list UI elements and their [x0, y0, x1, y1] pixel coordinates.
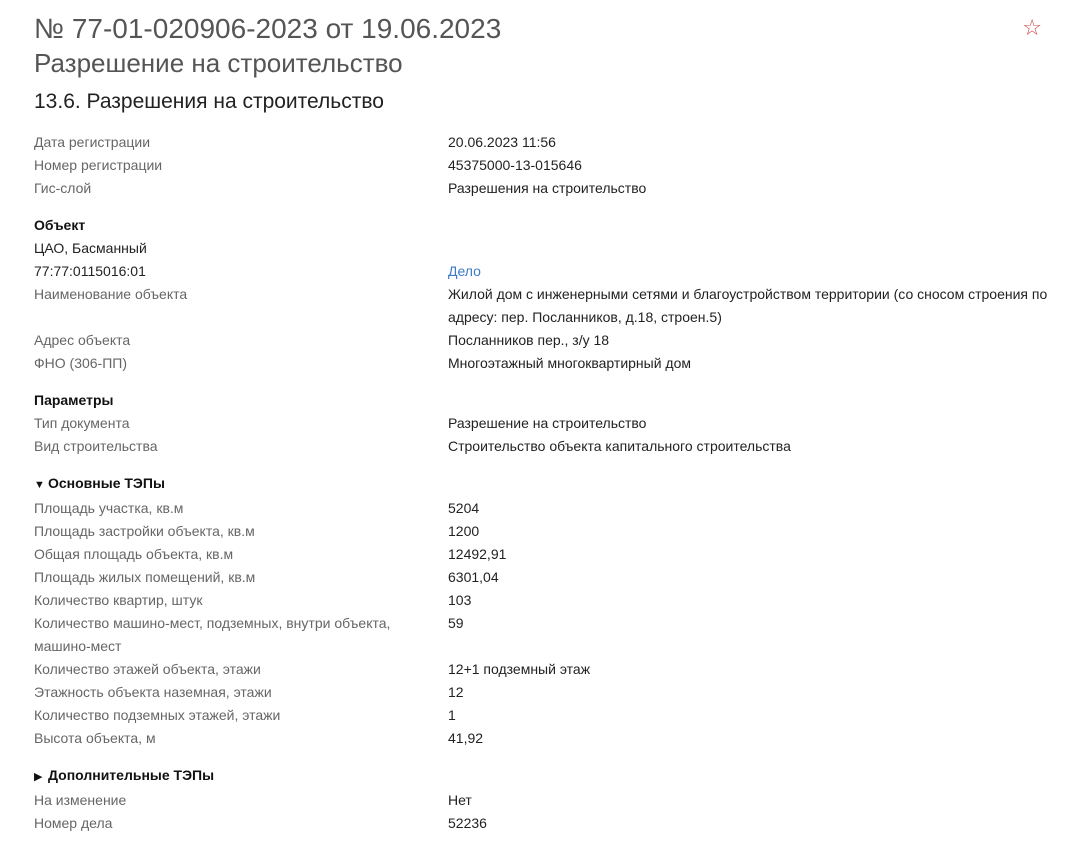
tep-row: [34, 497, 1054, 520]
document-details: [34, 131, 1054, 835]
field-value: 45375000-13-015646: [448, 157, 582, 173]
extra-tep-section: [34, 764, 1054, 835]
triangle-down-icon: ▼: [34, 479, 45, 491]
object-district-row: [34, 237, 1054, 260]
field-label: ФНО (306-ПП): [34, 355, 128, 371]
field-label: Количество квартир, штук: [34, 592, 203, 608]
field-label: Номер дела: [34, 815, 113, 831]
field-value: 1200: [448, 523, 480, 539]
field-label: Площадь застройки объекта, кв.м: [34, 523, 255, 539]
field-label: Номер регистрации: [34, 157, 163, 173]
field-label: Высота объекта, м: [34, 730, 156, 746]
parameter-row: [34, 435, 1054, 458]
field-value: Жилой дом с инженерными сетями и благоустройством территории (со сносом строения по адресу: пер. Посланников, д.18, строен.5): [448, 286, 1048, 325]
main-tep-toggle[interactable]: [34, 472, 1054, 497]
field-value: 59: [448, 615, 464, 631]
document-category-title: 13.6. Разрешения на строительство: [34, 90, 384, 113]
field-value: Многоэтажный многоквартирный дом: [448, 355, 692, 371]
field-label: Количество этажей объекта, этажи: [34, 661, 261, 677]
tep-row: [34, 658, 1054, 681]
field-value: 6301,04: [448, 569, 499, 585]
field-value: 41,92: [448, 730, 484, 746]
field-value: 1: [448, 707, 456, 723]
district-value: ЦАО, Басманный: [34, 240, 147, 256]
parameters-section: [34, 389, 1054, 458]
extra-row: [34, 812, 1054, 835]
field-value: Посланников пер., з/у 18: [448, 332, 610, 348]
extra-tep-heading: Дополнительные ТЭПы: [48, 767, 215, 783]
field-label: Этажность объекта наземная, этажи: [34, 684, 272, 700]
tep-row: [34, 704, 1054, 727]
field-value: 5204: [448, 500, 480, 516]
object-cadastral-row: [34, 260, 1054, 283]
tep-row: [34, 520, 1054, 543]
field-label: Дата регистрации: [34, 134, 151, 150]
registration-row: [34, 154, 1054, 177]
field-value: Нет: [448, 792, 472, 808]
triangle-right-icon: ▶: [34, 771, 43, 783]
object-row: [34, 329, 1054, 352]
object-row: [34, 352, 1054, 375]
field-value: 103: [448, 592, 472, 608]
tep-row: [34, 589, 1054, 612]
tep-row: [34, 543, 1054, 566]
field-label: Адрес объекта: [34, 332, 131, 348]
field-label: Общая площадь объекта, кв.м: [34, 546, 234, 562]
registration-section: [34, 131, 1054, 200]
main-tep-section: [34, 472, 1054, 750]
field-label: Наименование объекта: [34, 286, 188, 302]
object-heading: Объект: [34, 217, 86, 233]
field-label: На изменение: [34, 792, 127, 808]
field-value: 12: [448, 684, 464, 700]
object-section: [34, 214, 1054, 375]
field-value: Разрешения на строительство: [448, 180, 647, 196]
field-label: Гис-слой: [34, 180, 92, 196]
tep-row: [34, 612, 1054, 658]
cadastral-number: 77:77:0115016:01: [34, 263, 146, 279]
favorite-star-icon[interactable]: ☆: [1022, 15, 1042, 40]
main-tep-heading: Основные ТЭПы: [48, 475, 165, 491]
extra-tep-toggle[interactable]: [34, 764, 1054, 789]
field-value: Строительство объекта капитального строительства: [448, 438, 791, 454]
field-label: Площадь участка, кв.м: [34, 500, 184, 516]
field-value: 12+1 подземный этаж: [448, 661, 591, 677]
field-label: Тип документа: [34, 415, 130, 431]
field-value: Разрешение на строительство: [448, 415, 647, 431]
document-number-title: № 77-01-020906-2023 от 19.06.2023: [34, 13, 502, 44]
field-label: Количество машино-мест, подземных, внутри объекта, машино-мест: [34, 615, 391, 654]
field-value: 52236: [448, 815, 487, 831]
parameter-row: [34, 412, 1054, 435]
tep-row: [34, 727, 1054, 750]
field-label: Количество подземных этажей, этажи: [34, 707, 281, 723]
field-label: Площадь жилых помещений, кв.м: [34, 569, 256, 585]
extra-row: [34, 789, 1054, 812]
tep-row: [34, 681, 1054, 704]
parameters-heading: Параметры: [34, 392, 114, 408]
field-value: 12492,91: [448, 546, 507, 562]
field-label: Вид строительства: [34, 438, 158, 454]
registration-row: [34, 177, 1054, 200]
registration-row: [34, 131, 1054, 154]
document-type-title: Разрешение на строительство: [34, 48, 403, 78]
tep-row: [34, 566, 1054, 589]
object-row: [34, 283, 1054, 329]
case-link[interactable]: Дело: [448, 263, 481, 279]
field-value: 20.06.2023 11:56: [448, 134, 556, 150]
